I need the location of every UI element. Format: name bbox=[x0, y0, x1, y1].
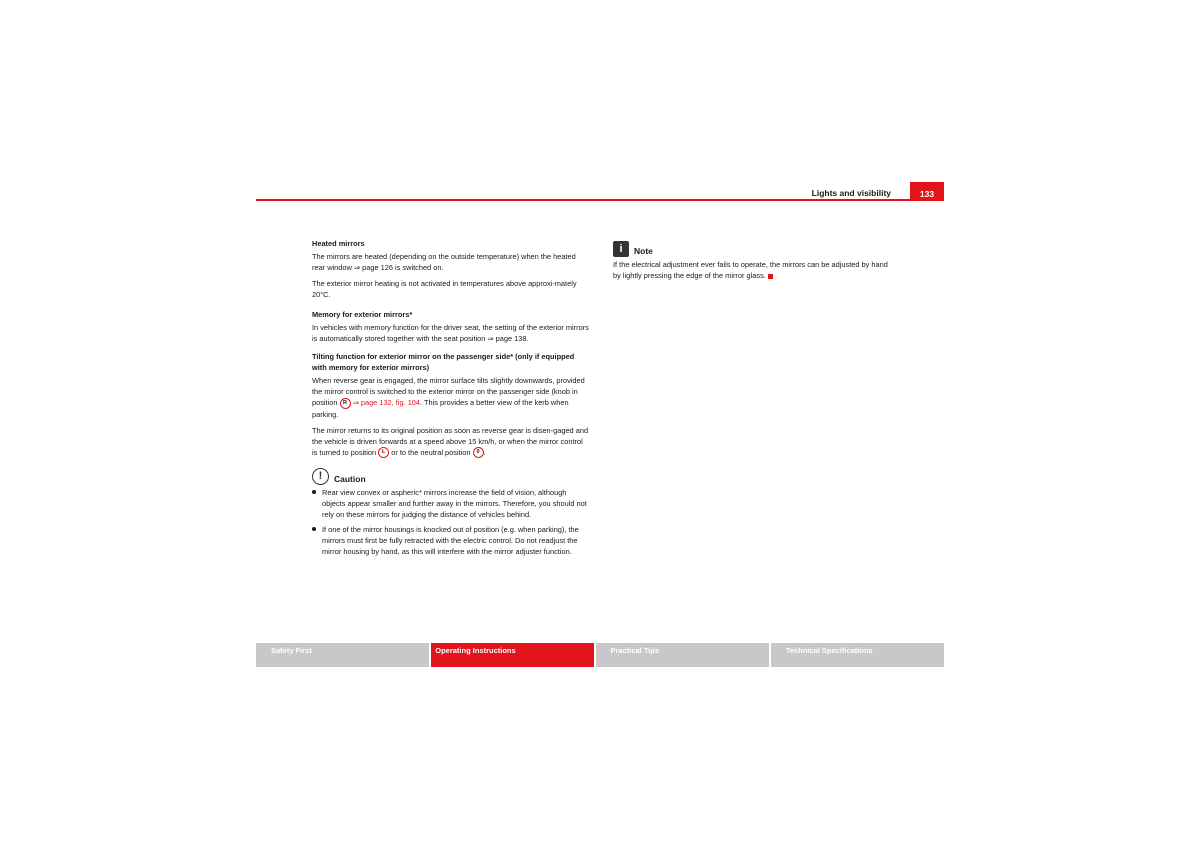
left-column bbox=[312, 238, 590, 561]
bullet-icon bbox=[312, 527, 316, 531]
caution-label: Caution bbox=[334, 474, 366, 485]
caution-header bbox=[312, 468, 590, 485]
tab-practical-tips[interactable]: Practical Tips bbox=[596, 643, 769, 667]
page-number: 133 bbox=[910, 182, 944, 200]
right-column bbox=[613, 238, 893, 286]
bullet-icon bbox=[312, 490, 316, 494]
tilting-paragraph-1: When reverse gear is engaged, the mirror surface tilts slightly downwards, provided the mirror control is switched to the exterior mirror on the passenger side (knob in position R ⇒ page 132, fig. 104. This provides a better view of the kerb when parking. bbox=[312, 376, 585, 419]
section-title: Lights and visibility bbox=[811, 188, 891, 198]
memory-paragraph-1: In vehicles with memory function for the driver seat, the setting of the exterior mirrors is automatically stored together with the seat position ⇒ page 138. bbox=[312, 323, 589, 343]
heading-memory-mirrors: Memory for exterior mirrors* bbox=[312, 310, 413, 319]
caution-bullet-2: If one of the mirror housings is knocked out of position (e.g. when parking), the mirrors must first be fully retracted with the electric control. Do not readjust the mirror housing by hand, as this will interfere with the mirror adjuster function. bbox=[312, 524, 590, 557]
caution-icon: ! bbox=[312, 468, 329, 485]
knob-0-icon: 0 bbox=[473, 447, 484, 458]
caution-bullet-1: Rear view convex or aspheric* mirrors increase the field of vision, although objects appear smaller and further away in the mirrors. Therefore, you should not rely on these mirrors for judging the distance of vehicles behind. bbox=[312, 487, 590, 520]
heated-paragraph-2: The exterior mirror heating is not activated in temperatures above approxi-mately 20°C. bbox=[312, 279, 577, 299]
tab-operating-instructions[interactable]: Operating Instructions bbox=[431, 643, 593, 667]
tab-safety-first[interactable]: Safety First bbox=[256, 643, 429, 667]
knob-r-icon: R bbox=[340, 398, 351, 409]
tab-technical-specifications[interactable]: Technical Specifications bbox=[771, 643, 944, 667]
heading-heated-mirrors: Heated mirrors bbox=[312, 239, 365, 248]
info-icon: i bbox=[613, 241, 629, 257]
tilting-paragraph-2: The mirror returns to its original position as soon as reverse gear is disen-gaged and the vehicle is driven forwards at a speed above 15 km/h, or when the mirror control is turned to position L or to the neutral position 0 . bbox=[312, 425, 589, 457]
page-link[interactable]: ⇒ page 132, fig. 104 bbox=[352, 398, 421, 407]
note-text: If the electrical adjustment ever fails to operate, the mirrors can be adjusted by hand by lightly pressing the edge of the mirror glass. bbox=[613, 260, 888, 280]
header-rule bbox=[256, 199, 944, 201]
note-label: Note bbox=[634, 246, 653, 256]
knob-l-icon: L bbox=[378, 447, 389, 458]
end-of-section-icon bbox=[768, 274, 773, 279]
heading-tilting-function: Tilting function for exterior mirror on the passenger side* (only if equipped with memory for exterior mirrors) bbox=[312, 352, 575, 372]
heated-paragraph-1: The mirrors are heated (depending on the outside temperature) when the heated rear window ⇒ page 126 is switched on. bbox=[312, 252, 576, 272]
footer-tabs bbox=[256, 643, 944, 667]
note-header bbox=[613, 241, 893, 257]
